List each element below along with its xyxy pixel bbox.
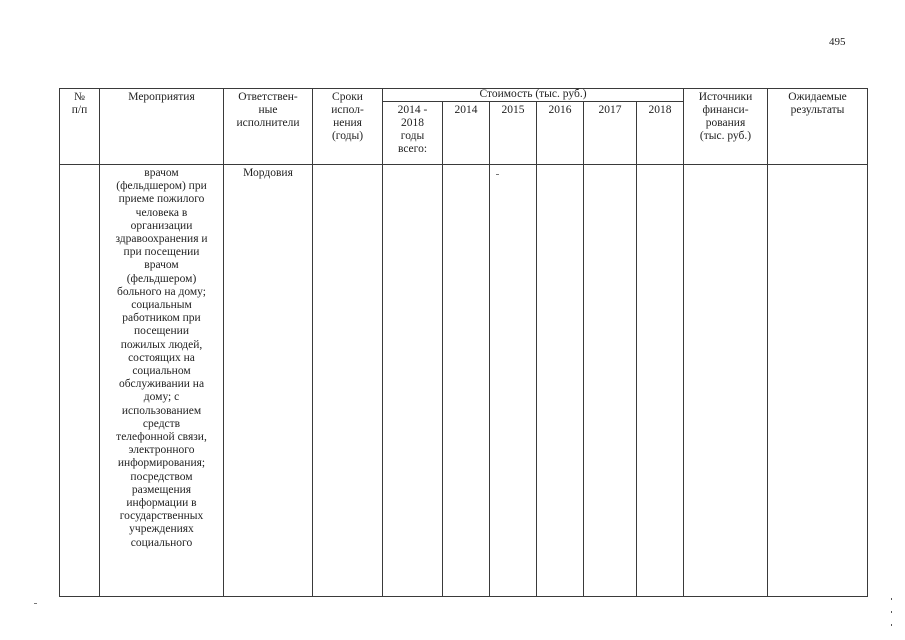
header-year-2015: 2015 — [501, 104, 525, 116]
col-border-4 — [382, 88, 383, 597]
header-bottom-line — [59, 164, 868, 165]
scan-speck — [496, 174, 499, 175]
page-number: 495 — [829, 36, 846, 48]
col-border-6 — [489, 101, 490, 597]
header-sources: Источники финанси- рования (тыс. руб.) — [698, 91, 753, 142]
col-border-5 — [442, 101, 443, 597]
header-num: № п/п — [71, 91, 88, 116]
col-border-10 — [683, 88, 684, 597]
header-year-2014: 2014 — [454, 104, 478, 116]
col-border-11 — [767, 88, 768, 597]
table-bottom-border — [59, 596, 868, 597]
col-border-0 — [59, 88, 60, 597]
header-cost-group: Стоимость (тыс. руб.) — [479, 88, 587, 100]
row-responsible: Мордовия — [243, 167, 293, 179]
header-year-2016: 2016 — [548, 104, 572, 116]
header-cost-total: 2014 - 2018 годы всего: — [397, 104, 428, 155]
header-terms: Сроки испол- нения (годы) — [331, 91, 364, 142]
scan-mark-right-3 — [891, 624, 892, 626]
col-border-7 — [536, 101, 537, 597]
col-border-12 — [867, 88, 868, 597]
cost-subheader-line — [382, 101, 683, 102]
col-border-2 — [223, 88, 224, 597]
header-year-2018: 2018 — [648, 104, 672, 116]
col-border-8 — [583, 101, 584, 597]
scan-mark-left — [34, 603, 37, 604]
header-results: Ожидаемые результаты — [788, 91, 847, 116]
header-measures: Мероприятия — [128, 91, 195, 103]
header-year-2017: 2017 — [598, 104, 622, 116]
col-border-9 — [636, 101, 637, 597]
scan-mark-right-2 — [891, 611, 892, 613]
header-responsible: Ответствен- ные исполнители — [236, 91, 300, 129]
measures-table — [59, 88, 868, 598]
scan-mark-right-1 — [891, 598, 892, 600]
col-border-3 — [312, 88, 313, 597]
row-measure-text: врачом (фельдшером) при приеме пожилого человека в организации здравоохранения и при посещении врачом (фельдшером) больного на дому; социальным работником при посещении пожилых людей, состоящих на социальном обслуживании на дому; с использованием средств телефонной связи, электронного информирования; посредством размещения информации в государственных учреждениях социального — [115, 167, 208, 549]
